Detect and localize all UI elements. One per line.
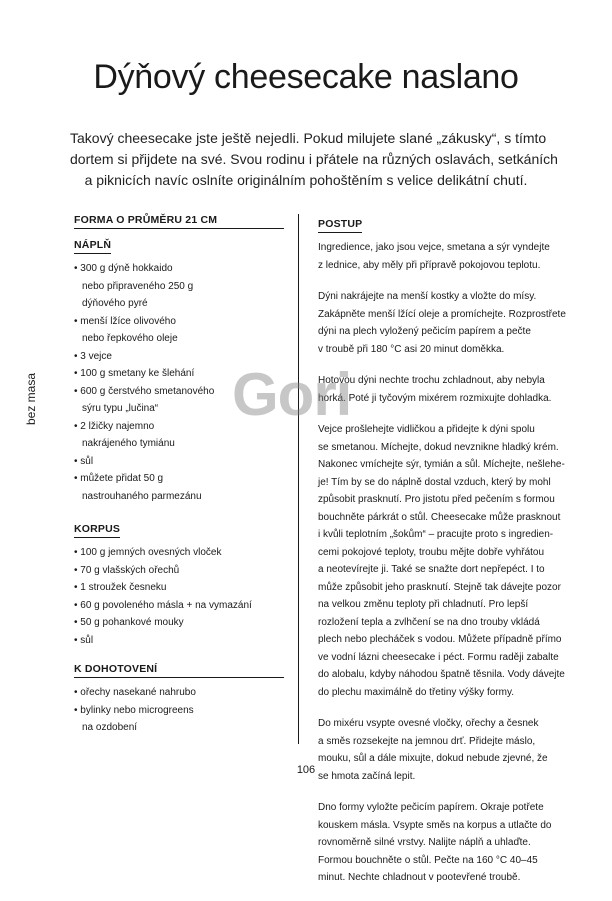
method-line: horká. Poté ji tyčovým mixérem rozmixujte dohladka. [318, 392, 552, 404]
method-line: minut. Nechte chladnout v pootevřené troubě. [318, 872, 521, 883]
method-line: Zakápněte menší lžící oleje a promíchejte. Rozprostřete [318, 308, 566, 320]
dohotoveni-list [74, 684, 284, 737]
ingredient-item: • 70 g vlašských ořechů [74, 564, 180, 576]
method-line: kouskem másla. Vsypte směs na korpus a utlačte do [318, 819, 552, 831]
ingredient-item: • ořechy nasekané nahrubo [74, 687, 196, 698]
ingredient-item: • sůl [74, 455, 94, 467]
method-column [318, 214, 566, 901]
form-size-section [74, 214, 284, 229]
ingredient-item: • 50 g pohankové mouky [74, 617, 184, 628]
ingredient-item: • 100 g jemných ovesných vloček [74, 547, 222, 558]
form-size-heading: FORMA O PRŮMĚRU 21 CM [74, 214, 284, 229]
method-line: způsobit prasknutí. Pro jistotu před pečením s formou [318, 494, 555, 505]
method-line: a neotevírejte ji. Také se snažte dort nepřepéct. I to [318, 564, 545, 575]
method-line: a směs rozsekejte na jemnou drť. Přidejte máslo, [318, 735, 536, 747]
ingredient-item: dýňového pyré [82, 298, 148, 309]
method-paragraph [318, 288, 566, 358]
napln-heading: NÁPLŇ [74, 239, 111, 254]
intro-line: dortem si přijdete na své. Svou rodinu i přátele na různých oslavách, setkáních [70, 151, 558, 167]
method-paragraph [318, 799, 558, 887]
intro-paragraph [70, 128, 558, 191]
ingredient-item: sýru typu „lučina“ [82, 403, 159, 414]
method-line: se smetanou. Míchejte, dokud nevznikne hladký krém. [318, 441, 559, 453]
ingredient-item: nakrájeného tymiánu [82, 438, 175, 449]
method-line: rozložení tepla a zvlhčení se na dno trouby vkládá [318, 616, 540, 628]
ingredient-item: nebo řepkového oleje [82, 333, 178, 344]
ingredient-item: • 2 lžičky najemno [74, 420, 155, 432]
ingredient-item: na ozdobení [82, 722, 138, 733]
ingredient-item: nastrouhaného parmezánu [82, 490, 202, 502]
dohotoveni-section [74, 663, 284, 737]
method-line: Do mixéru vsypte ovesné vločky, ořechy a česnek [318, 718, 539, 729]
korpus-heading: KORPUS [74, 523, 120, 538]
method-line: může způsobit jeho prasknutí. Stejně tak dávejte pozor [318, 581, 561, 593]
ingredient-item: nebo připraveného 250 g [82, 280, 194, 292]
method-line: bouchněte párkrát o stůl. Cheesecake může prasknout [318, 511, 561, 523]
method-line: na velkou změnu teploty při chladnutí. Pro lepší [318, 599, 529, 610]
category-side-label: bez masa [24, 372, 38, 425]
method-line: z lednice, aby měly při přípravě pokojovou teplotu. [318, 259, 541, 271]
method-line: je! Tím by se do náplně dostal vzduch, který by mohl [318, 476, 551, 488]
method-line: Dýni nakrájejte na menší kostky a vložte do mísy. [318, 291, 537, 302]
postup-heading: POSTUP [318, 218, 362, 233]
method-line: Vejce prošlehejte vidličkou a přidejte k dýni spolu [318, 424, 535, 435]
ingredient-item: • 300 g dýně hokkaido [74, 263, 173, 274]
method-line: cemi pokojové teploty, troubu mějte dobře vyhřátou [318, 546, 545, 558]
intro-line: a piknicích navíc oslníte originálním pohoštěním s velice delikátní chutí. [84, 172, 528, 188]
ingredient-item: • 100 g smetany ke šlehání [74, 368, 195, 379]
method-line: Dno formy vyložte pečicím papírem. Okraje potřete [318, 802, 544, 813]
method-paragraph [318, 421, 565, 701]
method-line: Hotovou dýni nechte trochu zchladnout, aby nebyla [318, 375, 545, 386]
column-divider [298, 214, 299, 744]
method-line: v troubě při 180 °C asi 20 minut doměkka. [318, 343, 505, 355]
method-line: do alobalu, kdyby náhodou špatně těsnila. Vody dávejte [318, 669, 565, 680]
korpus-list [74, 544, 284, 649]
method-line: dýni na plech vyložený pečicím papírem a pečte [318, 326, 531, 337]
page-title: Dýňový cheesecake naslano [93, 58, 519, 96]
method-line: ve vodní lázni cheesecake i péct. Formu raději zabalte [318, 651, 559, 663]
ingredients-column [74, 214, 284, 751]
page-number: 106 [296, 764, 316, 776]
postup-paragraphs [318, 239, 566, 887]
method-line: Formou bouchněte o stůl. Pečte na 160 °C 40–45 [318, 854, 538, 866]
method-line: se hmota začíná lepit. [318, 770, 416, 782]
ingredient-item: • 3 vejce [74, 350, 112, 362]
ingredient-item: • bylinky nebo microgreens [74, 704, 194, 716]
intro-line: Takový cheesecake jste ještě nejedli. Pokud milujete slané „zákusky“, s tímto [70, 130, 547, 146]
method-line: i kvůli teplotním „šokům“ – pracujte proto s ingredien- [318, 529, 554, 540]
ingredient-item: • 600 g čerstvého smetanového [74, 385, 215, 397]
method-line: plech nebo plecháček s vodou. Můžete případně přímo [318, 634, 562, 645]
dohotoveni-heading: K DOHOTOVENÍ [74, 663, 284, 678]
method-line: Nakonec vmíchejte sýr, tymián a sůl. Míchejte, nešlehe- [318, 459, 565, 470]
method-line: mouku, sůl a dále mixujte, dokud nebude zjevné, že [318, 753, 548, 764]
ingredient-item: • menší lžíce olivového [74, 315, 176, 327]
ingredient-item: • můžete přidat 50 g [74, 473, 164, 484]
method-paragraph [318, 372, 558, 407]
napln-list [74, 260, 284, 505]
ingredient-item: • 1 stroužek česneku [74, 582, 167, 593]
method-line: Ingredience, jako jsou vejce, smetana a sýr vyndejte [318, 242, 550, 253]
ingredient-item: • sůl [74, 634, 94, 646]
ingredient-item: • 60 g povoleného másla + na vymazání [74, 599, 252, 611]
napln-section [74, 235, 284, 505]
korpus-section [74, 519, 284, 649]
method-paragraph [318, 239, 558, 274]
method-line: do plechu maximálně do třetiny výšky formy. [318, 686, 515, 698]
watermark-logo: Gori [232, 361, 352, 428]
postup-section [318, 214, 566, 887]
method-line: rovnoměrně silné vrstvy. Nalijte náplň a uhlaďte. [318, 837, 531, 848]
